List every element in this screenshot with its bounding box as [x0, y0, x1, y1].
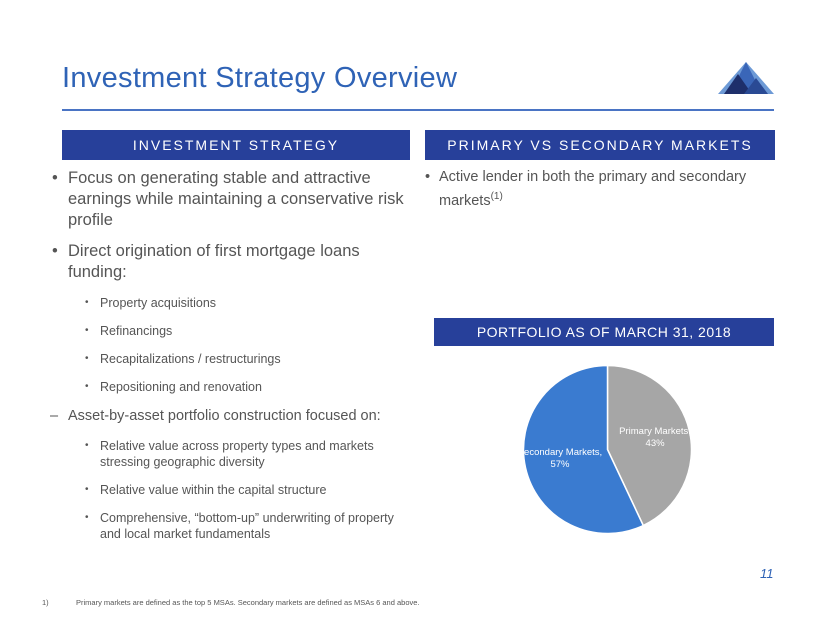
list-item: • Relative value within the capital structure: [50, 482, 410, 498]
title-divider: [62, 109, 774, 111]
portfolio-header: PORTFOLIO AS OF MARCH 31, 2018: [434, 318, 774, 346]
markets-bullet-text: Active lender in both the primary and secondary markets: [439, 169, 747, 209]
portfolio-pie-chart: [520, 362, 695, 537]
footnote-text: Primary markets are defined as the top 5 MSAs. Secondary markets are defined as MSAs 6 and above.: [76, 598, 420, 607]
footnote-number: 1): [42, 598, 49, 607]
markets-list: [425, 168, 775, 211]
list-item: • Comprehensive, “bottom-up” underwriting of property and local market fundamentals: [50, 510, 410, 542]
markets-header: PRIMARY VS SECONDARY MARKETS: [425, 130, 775, 160]
list-item: • Relative value across property types and markets stressing geographic diversity: [50, 438, 410, 470]
strategy-bullet-direct-origination: • Direct origination of first mortgage loans funding:: [50, 241, 410, 283]
strategy-dash-portfolio-construction: – Asset-by-asset portfolio construction focused on:: [50, 407, 410, 426]
footnote: [42, 598, 420, 607]
investment-strategy-list: [50, 168, 410, 554]
page-number: 11: [760, 566, 774, 581]
pie-label-primary: Primary Markets, 43%: [619, 425, 691, 449]
list-item: • Property acquisitions: [50, 295, 410, 311]
list-item: • Refinancings: [50, 323, 410, 339]
pie-label-secondary: Secondary Markets, 57%: [520, 447, 603, 471]
strategy-bullet-stable-earnings: • Focus on generating stable and attractive earnings while maintaining a conservative risk profile: [50, 168, 410, 231]
footnote-reference: (1): [490, 191, 503, 202]
company-logo-icon: [716, 60, 776, 96]
pie-chart-svg: [520, 362, 695, 537]
list-item: • Recapitalizations / restructurings: [50, 351, 410, 367]
markets-bullet-active-lender: [425, 168, 775, 211]
page-title: Investment Strategy Overview: [62, 62, 458, 94]
list-item: • Repositioning and renovation: [50, 379, 410, 395]
investment-strategy-header: INVESTMENT STRATEGY: [62, 130, 410, 160]
